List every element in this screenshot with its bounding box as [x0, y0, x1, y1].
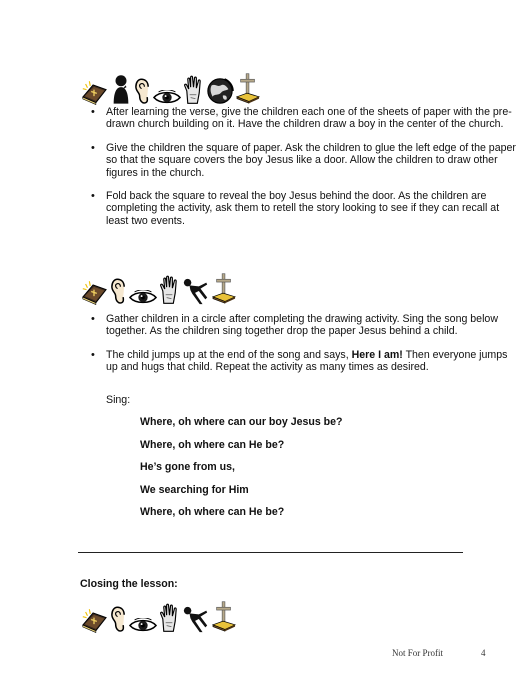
song-line: He’s gone from us, — [140, 461, 235, 473]
closing-icon-row — [80, 600, 236, 633]
eye-icon — [129, 290, 157, 305]
closing-heading: Closing the lesson: — [80, 578, 178, 590]
song-line: Where, oh where can He be? — [140, 506, 285, 518]
cross-book-icon — [236, 72, 260, 105]
activity-instructions-1 — [92, 106, 522, 238]
cross-book-icon — [212, 272, 236, 305]
song-lyrics — [140, 416, 343, 529]
hand-icon — [159, 603, 180, 633]
eye-icon — [129, 618, 157, 633]
activity-instructions-2 — [92, 313, 522, 385]
list-item: • After learning the verse, give the children each one of the sheets of paper with the pre-drawn church building on it. Have the children draw a boy in the center of the church. — [92, 106, 522, 131]
bullet-text: The child jumps up at the end of the song and says, — [106, 348, 352, 361]
bold-phrase: Here I am! — [351, 348, 403, 361]
stretching-person-icon — [182, 605, 210, 633]
song-line: Where, oh where can our boy Jesus be? — [140, 416, 343, 428]
section-divider — [78, 552, 463, 553]
list-item: • Gather children in a circle after completing the drawing activity. Sing the song below together. As the children sing together drop the paper Jesus behind a child. — [92, 313, 522, 338]
bible-icon — [80, 78, 108, 105]
globe-icon — [206, 77, 234, 105]
list-item — [92, 349, 522, 374]
footer-label: Not For Profit — [392, 648, 444, 658]
bullet-text: Then everyone jumps up and hugs that child. Repeat the activity as many times as desired. — [106, 348, 508, 374]
activity-icon-row-1 — [80, 72, 260, 105]
page-number: 4 — [481, 648, 486, 658]
praying-child-icon — [110, 73, 132, 105]
bible-icon — [80, 278, 108, 305]
ear-icon — [110, 606, 127, 633]
stretching-person-icon — [182, 277, 210, 305]
eye-icon — [153, 90, 181, 105]
list-item: • Give the children the square of paper. Ask the children to glue the left edge of the paper so that the square covers the boy Jesus like a door. Allow the children to draw other figures in the church. — [92, 142, 522, 179]
ear-icon — [110, 278, 127, 305]
hand-icon — [159, 275, 180, 305]
hand-icon — [183, 75, 204, 105]
ear-icon — [134, 78, 151, 105]
cross-book-icon — [212, 600, 236, 633]
sing-label: Sing: — [106, 394, 131, 406]
activity-icon-row-2 — [80, 272, 236, 305]
list-item: • Fold back the square to reveal the boy Jesus behind the door. As the children are completing the activity, ask them to retell the story looking to see if they can recall at least two events. — [92, 190, 522, 227]
bible-icon — [80, 606, 108, 633]
song-line: Where, oh where can He be? — [140, 438, 285, 451]
song-line: We searching for Him — [140, 483, 249, 496]
